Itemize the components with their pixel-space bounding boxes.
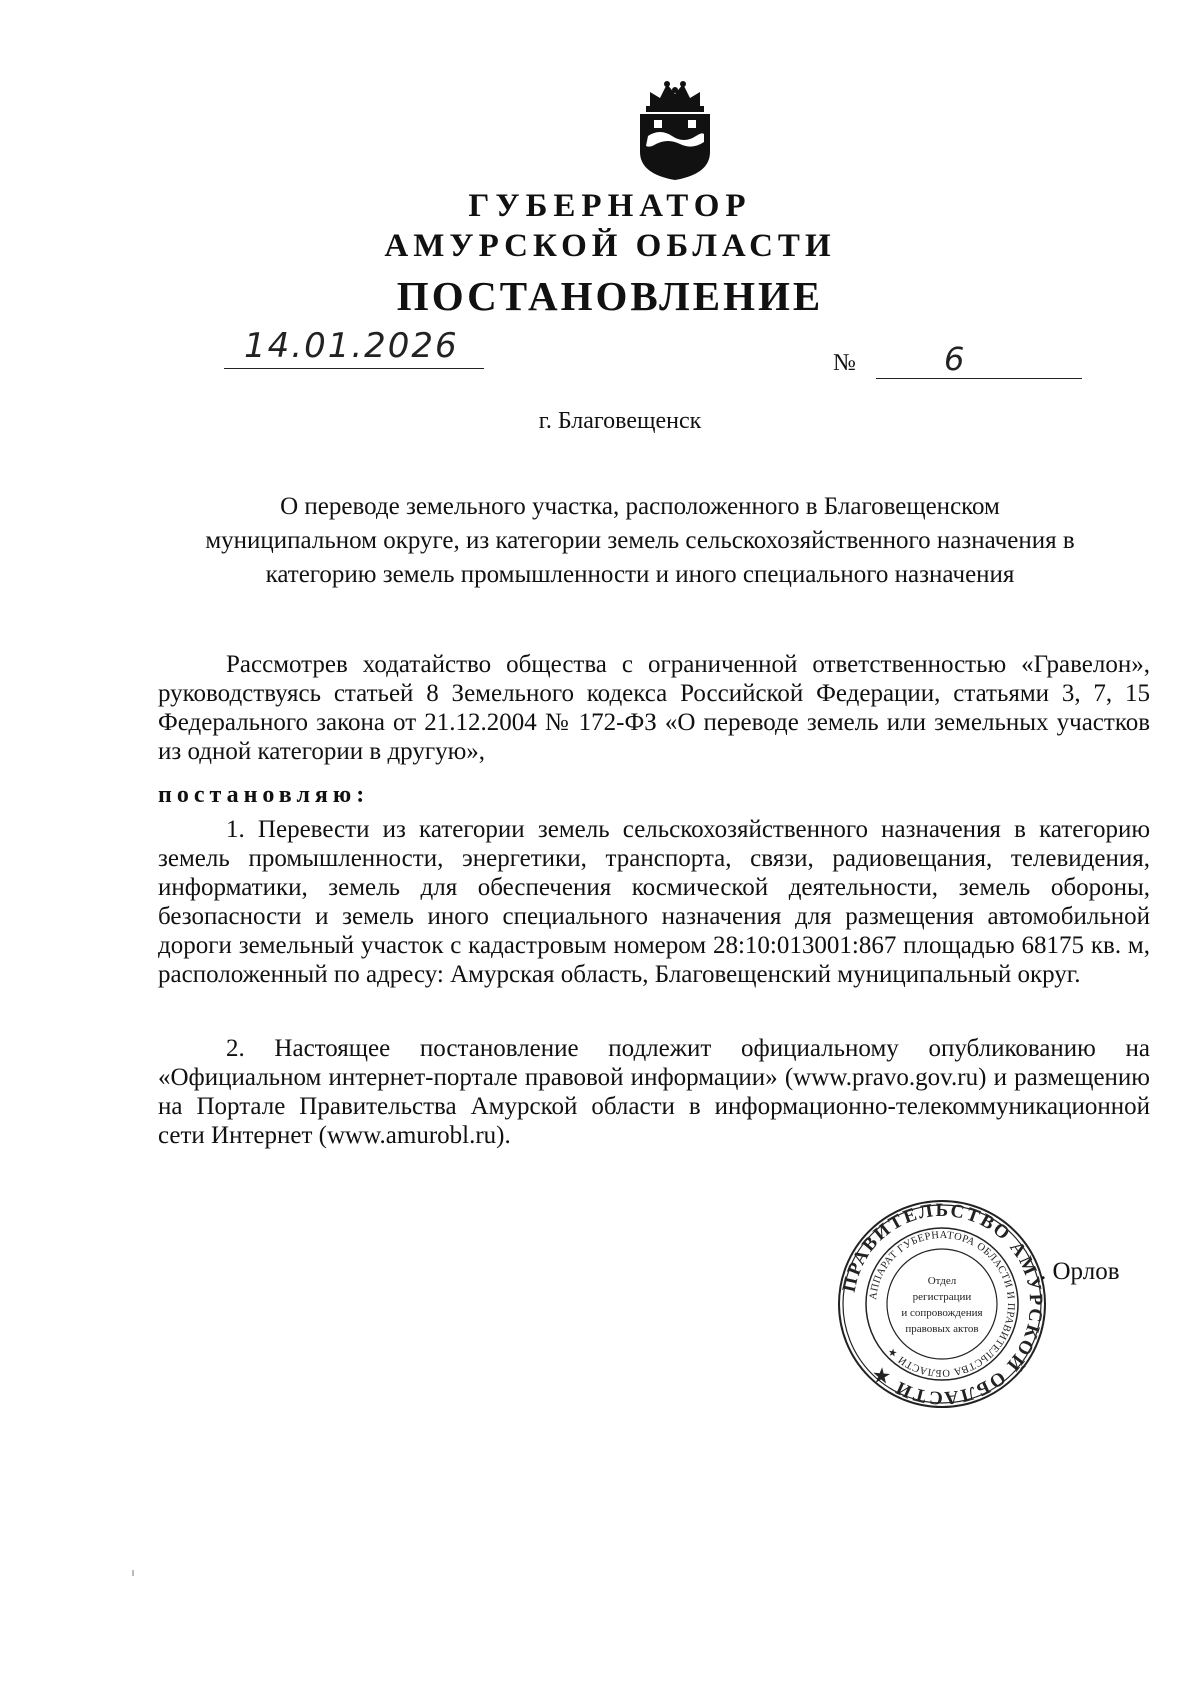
handwritten-date: 14.01.2026 bbox=[244, 326, 459, 366]
svg-text:АППАРАТ ГУБЕРНАТОРА ОБЛАСТИ И: АППАРАТ ГУБЕРНАТОРА ОБЛАСТИ И ПРАВИТЕЛЬСТВА ОБЛАСТИ ★ bbox=[868, 1229, 1017, 1379]
svg-text:регистрации: регистрации bbox=[912, 1291, 972, 1303]
official-seal-stamp bbox=[836, 1198, 1048, 1410]
number-label: № bbox=[833, 350, 856, 376]
coat-of-arms-emblem bbox=[632, 78, 718, 182]
number-underline bbox=[876, 378, 1082, 379]
svg-text:и сопровождения: и сопровождения bbox=[901, 1307, 983, 1319]
svg-text:правовых актов: правовых актов bbox=[905, 1323, 979, 1335]
header-governor: ГУБЕРНАТОР bbox=[468, 188, 752, 224]
preamble-paragraph: Рассмотрев ходатайство общества с ограниченной ответственностью «Гравелон», руководствуясь статьей 8 Земельного кодекса Российской Федерации, статьями 3, 7, 15 Федерального закона от 21.12.2004 № 172-ФЗ «О переводе земель или земельных участков из одной категории в другую», bbox=[158, 651, 1150, 765]
handwritten-number: 6 bbox=[944, 340, 965, 378]
signatory-name: . Орлов bbox=[1040, 1258, 1120, 1285]
title-line: муниципальном округе, из категории земель сельскохозяйственного назначения в bbox=[205, 527, 1075, 554]
decree-word: постановляю: bbox=[158, 782, 370, 808]
scan-speck bbox=[132, 1570, 134, 1576]
svg-text:Отдел: Отдел bbox=[927, 1275, 957, 1287]
document-type-heading: ПОСТАНОВЛЕНИЕ bbox=[396, 273, 824, 319]
svg-text:ПРАВИТЕЛЬСТВО АМУРСКОЙ ОБЛАСТИ: ПРАВИТЕЛЬСТВО АМУРСКОЙ ОБЛАСТИ ★ bbox=[838, 1199, 1047, 1409]
title-line: категорию земель промышленности и иного специального назначения bbox=[265, 561, 1015, 588]
header-region: АМУРСКОЙ ОБЛАСТИ bbox=[384, 228, 836, 264]
city-name: г. Благовещенск bbox=[538, 408, 702, 434]
item-2-paragraph: 2. Настоящее постановление подлежит официальному опубликованию на «Официальном интернет-портале правовой информации» (www.pravo.gov.ru) и размещению на Портале Правительства Амурской области в информационно-телекоммуникационной сети Интернет (www.amurobl.ru). bbox=[158, 1035, 1150, 1149]
date-underline bbox=[224, 368, 484, 369]
document-title bbox=[140, 490, 1140, 592]
item-1-paragraph: 1. Перевести из категории земель сельскохозяйственного назначения в категорию земель промышленности, энергетики, транспорта, связи, радиовещания, телевидения, информатики, земель для обеспечения космической деятельности, земель обороны, безопасности и земель иного специального назначения для размещения автомобильной дороги земельный участок с кадастровым номером 28:10:013001:867 площадью 68175 кв. м, расположенный по адресу: Амурская область, Благовещенский муниципальный округ. bbox=[158, 816, 1150, 988]
title-line: О переводе земельного участка, расположенного в Благовещенском bbox=[280, 493, 1000, 520]
